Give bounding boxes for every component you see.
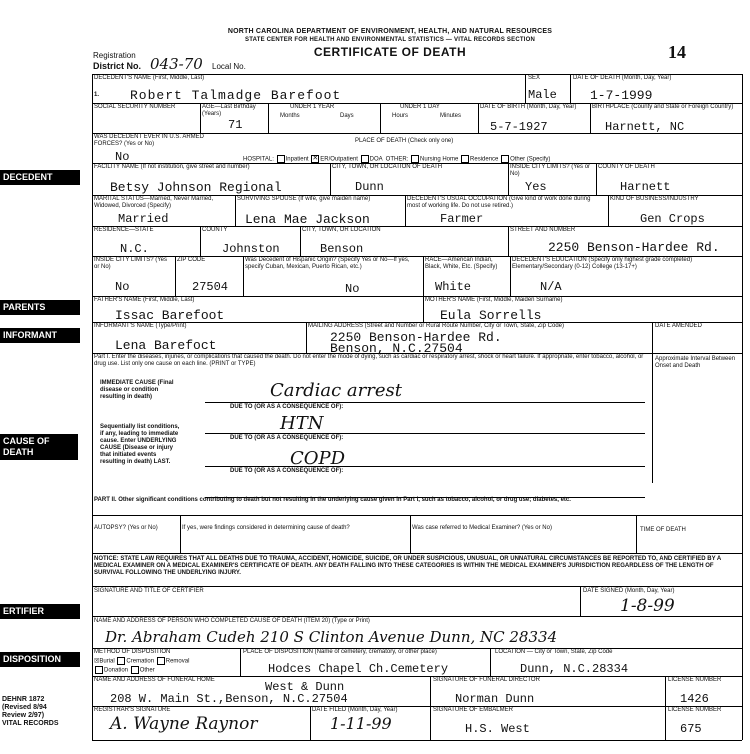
- label-residence: Residence: [470, 156, 499, 163]
- label-street: STREET AND NUMBER: [510, 227, 576, 233]
- label-age: AGE—Last Birthday (Years): [202, 104, 256, 117]
- label-interval: Approximate Interval Between Onset and Death: [655, 356, 736, 369]
- label-sex: SEX: [528, 75, 541, 81]
- er-checkbox[interactable]: ✕: [312, 155, 319, 162]
- label-inside-city-2: INSIDE CITY LIMITS? (Yes or No): [94, 257, 168, 270]
- other-disposition-checkbox[interactable]: [131, 666, 139, 674]
- label-funeral-home: NAME AND ADDRESS OF FUNERAL HOME: [94, 677, 215, 683]
- label-other-specify: Other (Specify): [510, 156, 551, 163]
- zip-value: 27504: [192, 280, 229, 294]
- label-sequential: Sequentially list conditions, if any, leading to immediate cause. Enter UNDERLYING CAUSE (Disease or injury that initiated events resulting in death) LAST.: [100, 424, 180, 465]
- label-armed-forces: WAS DECEDENT EVER IN U.S. ARMED FORCES? (Yes or No): [94, 134, 205, 147]
- decedent-name: Robert Talmadge Barefoot: [130, 88, 342, 103]
- mother-value: Eula Sorrells: [440, 308, 542, 323]
- label-county-of-death: COUNTY OF DEATH: [598, 164, 655, 170]
- label-zip: ZIP CODE: [177, 257, 206, 263]
- label-education: DECEDENT'S EDUCATION (Specify only highest grade completed) Elementary/Secondary (0-12) College (13-17+): [512, 257, 693, 270]
- license-1-value: 1426: [680, 692, 709, 706]
- label-residence-county: COUNTY: [202, 227, 228, 233]
- inside-city-value: Yes: [525, 180, 547, 194]
- label-burial: Burial: [99, 658, 115, 665]
- cause-c-value: COPD: [290, 448, 346, 469]
- label-location: LOCATION — City or Town, State, Zip Code: [495, 649, 613, 655]
- license-2-value: 675: [680, 722, 702, 736]
- funeral-home-name: West & Dunn: [265, 680, 345, 694]
- label-informant: INFORMANT'S NAME (Type/Print): [94, 323, 187, 329]
- mailing-line-1: 2250 Benson-Hardee Rd.: [330, 330, 502, 345]
- label-date-filed: DATE FILED (Month, Day, Year): [312, 707, 398, 713]
- label-date-amended: DATE AMENDED: [655, 323, 702, 329]
- label-part-1: Part I. Enter the diseases, injuries, or complications that caused the death. Do not enter the mode of dying, such as cardiac or respiratory arrest, shock or heart failure. If appropriate, enter tobacco, alcohol, or drug use. List only one cause on each line. (PRINT or TYPE): [94, 354, 644, 367]
- notice-text: NOTICE: STATE LAW REQUIRES THAT ALL DEATHS DUE TO TRAUMA, ACCIDENT, HOMICIDE, SUICIDE, OR UNDER SUSPICIOUS, UNUSUAL, OR UNNATURAL CIRCUMSTANCES BE REPORTED TO, AND CERTIFIED BY A MEDICAL EXAMINER ON A MEDICAL EXAMINER'S CERTIFICATE OF DEATH. ANY DEATH FALLING INTO THESE CATEGORIES IS WITHIN THE MEDICAL EXAMINER'S JURISDICTION REGARDLESS OF THE LENGTH OF SURVIVAL FOLLOWING THE UNDERLYING INJURY.: [94, 556, 722, 576]
- label-occupation: DECEDENT'S USUAL OCCUPATION (Give kind of work done during most of working life. Do not use retired.): [407, 196, 591, 209]
- county-of-death-value: Harnett: [620, 180, 671, 194]
- label-funeral-director: SIGNATURE OF FUNERAL DIRECTOR: [433, 677, 540, 683]
- form-footer: [2, 696, 59, 728]
- residence-state-value: N.C.: [120, 242, 149, 256]
- birthplace-value: Harnett, NC: [605, 120, 685, 134]
- label-nursing: Nursing Home: [420, 156, 459, 163]
- registration-label: Registration: [93, 51, 136, 60]
- label-referred: Was case referred to Medical Examiner? (Yes or No): [412, 525, 552, 531]
- father-value: Issac Barefoot: [115, 308, 225, 323]
- label-under-1-year: UNDER 1 YEAR: [290, 104, 335, 110]
- industry-value: Gen Crops: [640, 212, 705, 226]
- label-time-of-death: TIME OF DEATH: [640, 527, 686, 533]
- district-label: District No.: [93, 61, 142, 71]
- review-date: Review 2/97): [2, 712, 45, 719]
- residence-county-value: Johnston: [222, 242, 280, 256]
- label-registrar: REGISTRAR'S SIGNATURE: [94, 707, 171, 713]
- form-number: DEHNR 1872: [2, 696, 45, 703]
- label-doa: DOA: [369, 156, 383, 163]
- section-disposition: DISPOSITION: [0, 652, 80, 667]
- residence-checkbox[interactable]: [461, 155, 469, 163]
- method-options: [94, 657, 189, 674]
- label-other: OTHER:: [385, 156, 409, 163]
- section-certifier: ERTIFIER: [0, 604, 80, 619]
- label-city-of-death: CITY, TOWN, OR LOCATION OF DEATH: [332, 164, 443, 170]
- inpatient-checkbox[interactable]: [277, 155, 285, 163]
- section-cause-of-death: CAUSE OF DEATH: [0, 434, 78, 460]
- label-autopsy: AUTOPSY? (Yes or No): [94, 525, 158, 531]
- date-signed-value: 1-8-99: [620, 596, 675, 616]
- vital-records: VITAL RECORDS: [2, 720, 59, 727]
- label-marital-status: MARITAL STATUS—Married, Never Married, Widowed, Divorced (Specify): [94, 196, 214, 209]
- label-removal: Removal: [165, 658, 190, 665]
- facility-value: Betsy Johnson Regional: [110, 180, 282, 195]
- donation-checkbox[interactable]: [95, 666, 103, 674]
- section-informant: INFORMANT: [0, 328, 80, 343]
- label-residence-city: CITY, TOWN, OR LOCATION: [302, 227, 381, 233]
- label-date-of-death: DATE OF DEATH (Month, Day, Year): [573, 75, 672, 81]
- race-value: White: [435, 280, 472, 294]
- removal-checkbox[interactable]: [157, 657, 165, 665]
- certificate-number: 14: [668, 42, 686, 62]
- certifier-name-address: Dr. Abraham Cudeh 210 S Clinton Avenue Dunn, NC 28334: [105, 628, 558, 646]
- label-mother: MOTHER'S NAME (First, Middle, Maiden Surname): [425, 297, 563, 303]
- label-method: METHOD OF DISPOSITION: [94, 649, 171, 655]
- label-other-disposition: Other: [139, 667, 155, 674]
- label-part-2: PART II. Other significant conditions contributing to death but not resulting in the underlying cause given in Part I, such as tobacco, alcohol, or drug use; diabetes, etc.: [94, 497, 571, 503]
- label-license-2: LICENSE NUMBER: [668, 707, 722, 713]
- label-dob: DATE OF BIRTH (Month, Day, Year): [480, 104, 577, 110]
- funeral-home-address: 208 W. Main St.,Benson, N.C.27504: [110, 692, 348, 706]
- cause-b-value: HTN: [280, 413, 324, 434]
- date-of-death-value: 1-7-1999: [590, 88, 653, 103]
- label-license-1: LICENSE NUMBER: [668, 677, 722, 683]
- funeral-director-value: Norman Dunn: [455, 692, 535, 706]
- label-hospital: HOSPITAL:: [243, 156, 274, 163]
- item-number-1: 1.: [94, 92, 100, 98]
- occupation-value: Farmer: [440, 212, 484, 226]
- label-inside-city: INSIDE CITY LIMITS? (Yes or No): [510, 164, 591, 177]
- education-value: N/A: [540, 280, 562, 294]
- revised-date: (Revised 8/94: [2, 704, 47, 711]
- label-ssn: SOCIAL SECURITY NUMBER: [94, 104, 176, 110]
- label-due-to-b: DUE TO (OR AS A CONSEQUENCE OF):: [230, 435, 344, 441]
- label-minutes: Minutes: [440, 113, 462, 119]
- armed-forces-value: No: [115, 150, 130, 164]
- label-surviving-spouse: SURVIVING SPOUSE (If wife, give maiden name): [237, 196, 371, 202]
- marital-status-value: Married: [118, 212, 169, 226]
- label-residence-state: RESIDENCE—STATE: [94, 227, 154, 233]
- label-er: ER/Outpatient: [320, 156, 358, 163]
- label-hispanic: Was Decedent of Hispanic Origin? (Specify Yes or No—If yes, specify Cuban, Mexican, Puerto Rican, etc.): [245, 257, 410, 270]
- label-person-completed: NAME AND ADDRESS OF PERSON WHO COMPLETED CAUSE OF DEATH (ITEM 20) (Type or Print): [94, 618, 370, 624]
- label-inpatient: Inpatient: [285, 156, 309, 163]
- mailing-line-2: Benson, N.C.27504: [330, 341, 463, 356]
- label-birthplace: BIRTHPLACE (County and State or Foreign Country): [592, 104, 734, 110]
- place-of-death-options: [243, 155, 550, 164]
- embalmer-value: H.S. West: [465, 722, 530, 736]
- sex-value: Male: [528, 88, 557, 102]
- residence-city-value: Benson: [320, 242, 364, 256]
- label-immediate-cause: IMMEDIATE CAUSE (Final disease or condition resulting in death): [100, 380, 174, 400]
- other-checkbox[interactable]: [501, 155, 509, 163]
- nursing-checkbox[interactable]: [411, 155, 419, 163]
- surviving-spouse-value: Lena Mae Jackson: [245, 212, 370, 227]
- agency-line-1: NORTH CAROLINA DEPARTMENT OF ENVIRONMENT, HEALTH, AND NATURAL RESOURCES: [227, 28, 553, 35]
- city-of-death-value: Dunn: [355, 180, 384, 194]
- label-father: FATHER'S NAME (First, Middle, Last): [94, 297, 195, 303]
- label-decedent-name: DECEDENT'S NAME (First, Middle, Last): [94, 75, 205, 81]
- cause-a-value: Cardiac arrest: [270, 380, 402, 401]
- hispanic-value: No: [345, 282, 360, 296]
- label-date-signed: DATE SIGNED (Month, Day, Year): [583, 588, 675, 594]
- doa-checkbox[interactable]: [361, 155, 369, 163]
- label-mailing-address: MAILING ADDRESS (Street and Number or Rural Route Number, City or Town, State, Zip Code): [308, 323, 564, 329]
- label-industry: KIND OF BUSINESS/INDUSTRY: [610, 196, 699, 202]
- inside-city-2-value: No: [115, 280, 130, 294]
- district-number: 043-70: [150, 55, 203, 73]
- label-facility: FACILITY NAME (If not institution, give street and number): [94, 164, 250, 170]
- agency-line-2: STATE CENTER FOR HEALTH AND ENVIRONMENTAL STATISTICS — VITAL RECORDS SECTION: [245, 37, 535, 43]
- label-place-of-disposition: PLACE OF DISPOSITION (Name of cemetery, crematory, or other place): [243, 649, 437, 655]
- label-cremation: Cremation: [126, 658, 155, 665]
- disposition-place-value: Hodces Chapel Ch.Cemetery: [268, 662, 449, 676]
- label-under-1-day: UNDER 1 DAY: [400, 104, 440, 110]
- label-donation: Donation: [104, 667, 129, 674]
- label-findings: If yes, were findings considered in determining cause of death?: [182, 525, 350, 531]
- label-place-of-death: PLACE OF DEATH (Check only one): [355, 138, 454, 144]
- label-signature-certifier: SIGNATURE AND TITLE OF CERTIFIER: [94, 588, 204, 594]
- page-title: CERTIFICATE OF DEATH: [313, 45, 467, 59]
- informant-value: Lena Barefoct: [115, 338, 217, 353]
- local-label: Local No.: [212, 62, 246, 71]
- label-race: RACE—American Indian, Black, White, Etc. (Specify): [425, 257, 498, 270]
- label-months: Months: [280, 113, 300, 119]
- street-value: 2250 Benson-Hardee Rd.: [548, 240, 720, 255]
- section-decedent: DECEDENT: [0, 170, 80, 185]
- label-hours: Hours: [392, 113, 409, 119]
- registrar-signature: A. Wayne Raynor: [110, 714, 258, 734]
- disposition-location-value: Dunn, N.C.28334: [520, 662, 629, 676]
- date-filed-value: 1-11-99: [330, 714, 392, 733]
- label-due-to-a: DUE TO (OR AS A CONSEQUENCE OF):: [230, 404, 344, 410]
- label-embalmer: SIGNATURE OF EMBALMER: [433, 707, 513, 713]
- label-days: Days: [340, 113, 354, 119]
- section-parents: PARENTS: [0, 300, 80, 315]
- age-value: 71: [228, 118, 243, 132]
- label-due-to-c: DUE TO (OR AS A CONSEQUENCE OF):: [230, 468, 344, 474]
- cremation-checkbox[interactable]: [117, 657, 125, 665]
- dob-value: 5-7-1927: [490, 120, 548, 134]
- burial-checkbox[interactable]: ☒: [94, 658, 100, 665]
